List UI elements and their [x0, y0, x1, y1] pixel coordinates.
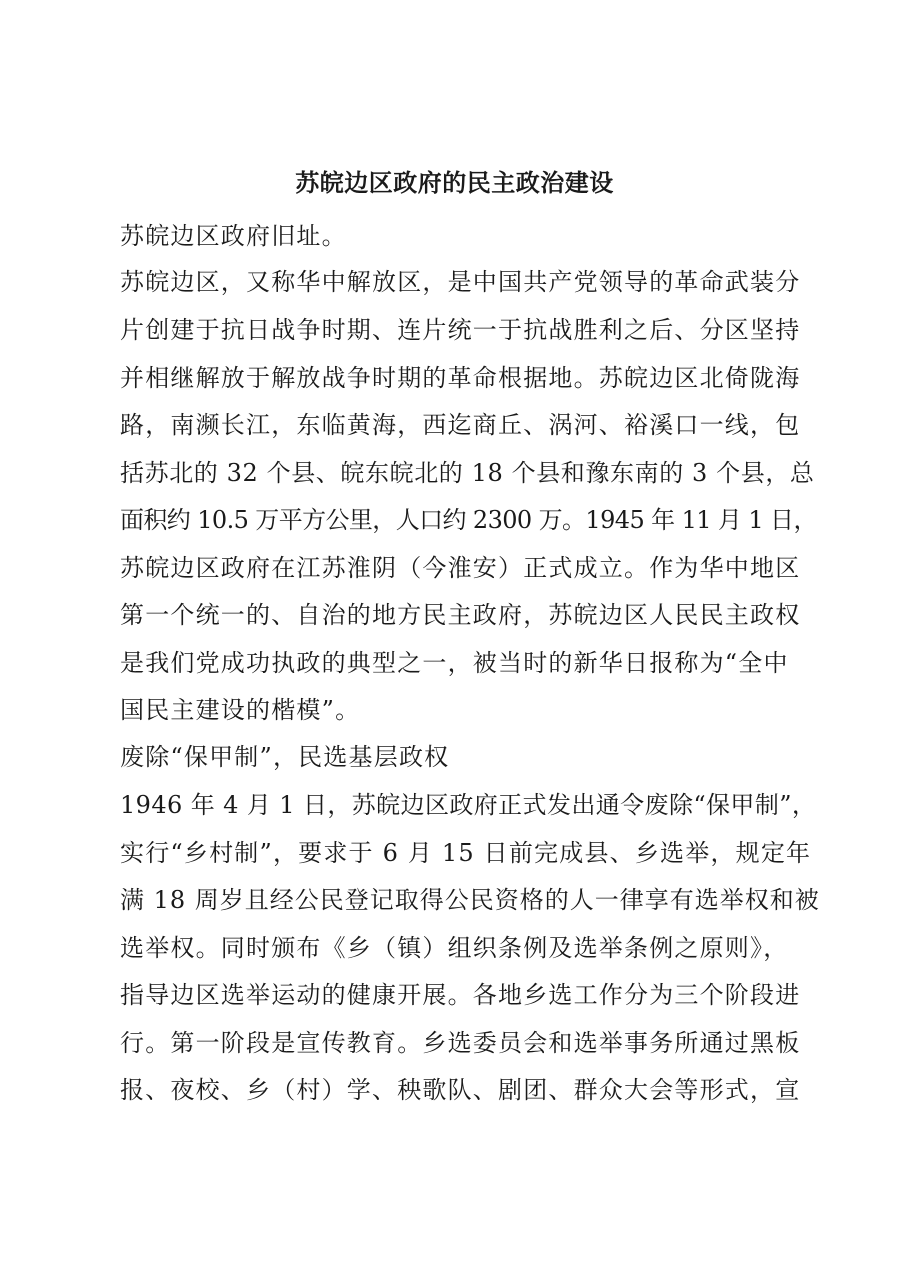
paragraph-line: 指导边区选举运动的健康开展。各地乡选工作分为三个阶段进: [120, 981, 801, 1009]
paragraph-line: 片创建于抗日战争时期、连片统一于抗战胜利之后、分区坚持: [120, 316, 801, 344]
paragraph-line: 第一个统一的、自治的地方民主政府，苏皖边区人民民主政权: [120, 601, 801, 629]
paragraph-line: 行。第一阶段是宣传教育。乡选委员会和选举事务所通过黑板: [120, 1029, 801, 1057]
paragraph-line: 实行“乡村制”，要求于 6 月 15 日前完成县、乡选举，规定年: [120, 839, 812, 867]
paragraph-line: 并相继解放于解放战争时期的革命根据地。苏皖边区北倚陇海: [120, 364, 801, 392]
section-heading: 废除“保甲制”，民选基层政权: [120, 743, 450, 771]
paragraph-line: 国民主建设的楷模”。: [120, 696, 361, 724]
paragraph-line: 选举权。同时颁布《乡（镇）组织条例及选举条例之原则》，: [120, 934, 789, 962]
paragraph-line: 报、夜校、乡（村）学、秧歌队、剧团、群众大会等形式，宣: [120, 1076, 801, 1104]
paragraph-line: 路，南濒长江，东临黄海，西迄商丘、涡河、裕溪口一线，包: [120, 411, 801, 439]
paragraph-line: 是我们党成功执政的典型之一，被当时的新华日报称为“全中: [120, 649, 789, 677]
paragraph-line: 满 18 周岁且经公民登记取得公民资格的人一律享有选举权和被: [120, 886, 820, 914]
paragraph-line: 1946 年 4 月 1 日，苏皖边区政府正式发出通令废除“保甲制”，: [120, 791, 817, 819]
paragraph-line: 面积约 10.5 万平方公里，人口约 2300 万。1945 年 11 月 1 日，: [120, 506, 817, 534]
paragraph-line: 苏皖边区，又称华中解放区，是中国共产党领导的革命武装分: [120, 268, 801, 296]
caption-line: 苏皖边区政府旧址。: [120, 222, 347, 250]
paragraph-line: 苏皖边区政府在江苏淮阴（今淮安）正式成立。作为华中地区: [120, 554, 801, 582]
paragraph-line: 括苏北的 32 个县、皖东皖北的 18 个县和豫东南的 3 个县，总: [120, 459, 815, 487]
document-title: 苏皖边区政府的民主政治建设: [295, 168, 614, 197]
